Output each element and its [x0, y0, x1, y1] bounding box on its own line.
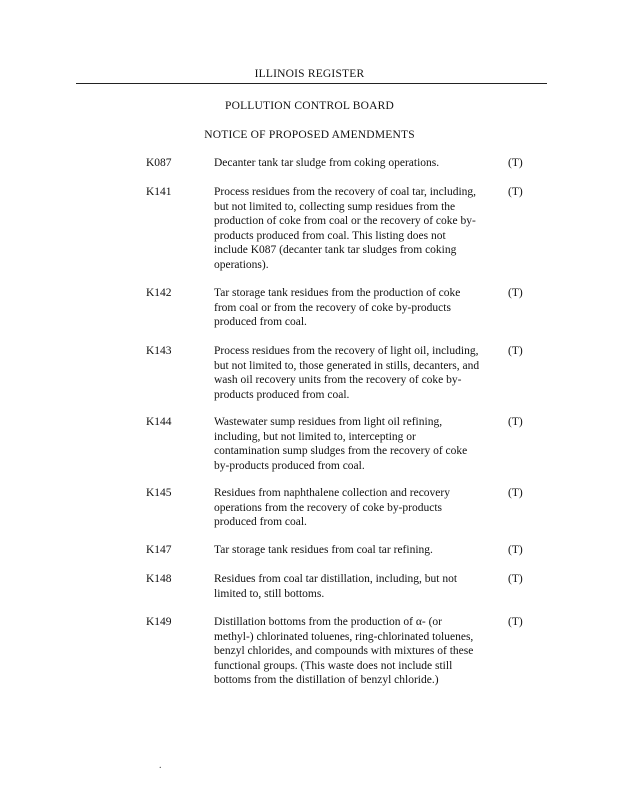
waste-code: K145: [146, 487, 172, 499]
waste-code: K144: [146, 416, 172, 428]
waste-description: Wastewater sump residues from light oil refining, including, but not limited to, intercepting or contamination sump sludges from the recovery of coke by-products produced from coal.: [214, 416, 468, 472]
waste-description: Residues from coal tar distillation, including, but not limited to, still bottoms.: [214, 573, 458, 600]
waste-description: Process residues from the recovery of coal tar, including, but not limited to, collecting sump residues from the production of coke from coal or the recovery of coke by- products produced from coal. This listing does not include K087 (decanter tank tar sludges from coking operations).: [214, 186, 477, 271]
footer-mark: .: [159, 760, 162, 771]
waste-code: K147: [146, 544, 172, 556]
hazard-code: (T): [508, 287, 523, 299]
hazard-code: (T): [508, 544, 523, 556]
waste-description: Decanter tank tar sludge from coking operations.: [214, 157, 440, 169]
notice-title: NOTICE OF PROPOSED AMENDMENTS: [204, 129, 415, 141]
waste-description: Tar storage tank residues from the production of coke from coal or from the recovery of coke by-products produced from coal.: [214, 287, 461, 329]
hazard-code: (T): [508, 157, 523, 169]
hazard-code: (T): [508, 573, 523, 585]
waste-description: Residues from naphthalene collection and recovery operations from the recovery of coke by-products produced from coal.: [214, 487, 450, 529]
hazard-code: (T): [508, 487, 523, 499]
waste-description: Distillation bottoms from the production of α- (or methyl-) chlorinated toluenes, ring-chlorinated toluenes, benzyl chlorides, and compounds with mixtures of these functional groups. (This waste does not include still bottoms from the distillation of benzyl chloride.): [214, 616, 474, 687]
waste-code: K087: [146, 157, 172, 169]
waste-description: Tar storage tank residues from coal tar refining.: [214, 544, 433, 556]
register-title: ILLINOIS REGISTER: [254, 68, 365, 80]
hazard-code: (T): [508, 616, 523, 628]
waste-code: K142: [146, 287, 172, 299]
waste-code: K143: [146, 345, 172, 357]
waste-code: K141: [146, 186, 172, 198]
hazard-code: (T): [508, 186, 523, 198]
header-rule: [76, 83, 547, 84]
waste-code: K149: [146, 616, 172, 628]
hazard-code: (T): [508, 416, 523, 428]
hazard-code: (T): [508, 345, 523, 357]
waste-description: Process residues from the recovery of light oil, including, but not limited to, those generated in stills, decanters, and wash oil recovery units from the recovery of coke by- products produced from coal.: [214, 345, 480, 401]
board-title: POLLUTION CONTROL BOARD: [224, 100, 394, 112]
waste-code: K148: [146, 573, 172, 585]
